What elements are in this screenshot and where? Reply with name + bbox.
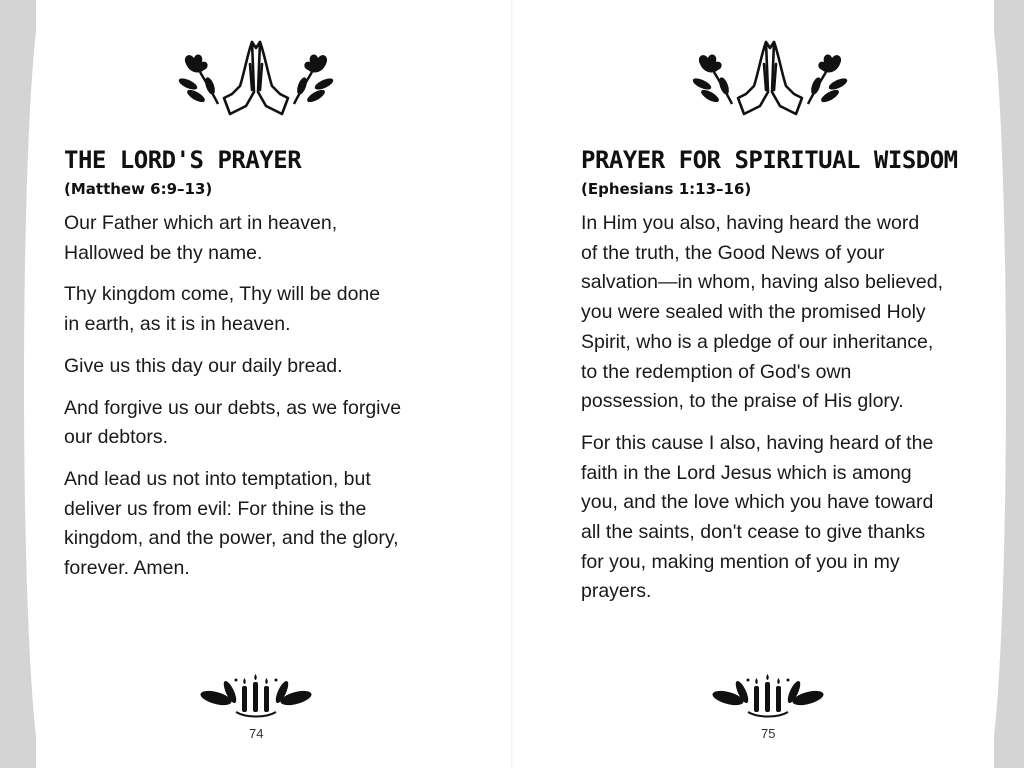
text-line: Give us this day our daily bread. (64, 354, 343, 377)
page-number: 75 (761, 726, 776, 741)
prayer-paragraph (581, 429, 981, 607)
text-line: deliver us from evil: For thine is the (64, 497, 367, 520)
scripture-reference: (Matthew 6:9–13) (64, 180, 213, 198)
text-line: you were sealed with the promised Holy (581, 301, 926, 324)
text-line: faith in the Lord Jesus which is among (581, 461, 912, 484)
prayer-paragraph (581, 209, 981, 417)
text-line: our debtors. (64, 426, 169, 449)
text-line: Our Father which art in heaven, (64, 212, 338, 234)
prayer-paragraph (64, 280, 464, 339)
text-line: possession, to the praise of His glory. (581, 390, 904, 413)
text-line: in earth, as it is in heaven. (64, 313, 291, 336)
candles-with-leaves-icon (196, 672, 316, 722)
text-line: Spirit, who is a pledge of our inheritance, (581, 330, 934, 353)
text-line: prayers. (581, 580, 652, 603)
text-line: Thy kingdom come, Thy will be done (64, 283, 381, 306)
text-line: salvation—in whom, having also believed, (581, 271, 944, 294)
text-line: all the saints, don't cease to give thanks (581, 521, 926, 544)
prayer-paragraph (64, 209, 464, 268)
book-edge-left (0, 0, 40, 768)
praying-hands-with-flowers-icon (166, 34, 346, 124)
page-title: THE LORD'S PRAYER (64, 146, 302, 174)
page-title: PRAYER FOR SPIRITUAL WISDOM (581, 146, 958, 174)
text-line: And forgive us our debts, as we forgive (64, 396, 402, 419)
candles-with-leaves-icon (708, 672, 828, 722)
prayer-text (64, 209, 464, 596)
text-line: forever. Amen. (64, 557, 190, 580)
text-line: you, and the love which you have toward (581, 491, 934, 514)
scripture-reference: (Ephesians 1:13–16) (581, 180, 752, 198)
text-line: for you, making mention of you in my (581, 550, 900, 573)
praying-hands-with-flowers-icon (680, 34, 860, 124)
text-line: And lead us not into temptation, but (64, 467, 371, 490)
prayer-paragraph (64, 352, 464, 382)
book-gutter (511, 0, 513, 768)
prayer-paragraph (64, 465, 464, 584)
text-line: to the redemption of God's own (581, 360, 852, 383)
prayer-paragraph (64, 394, 464, 453)
prayer-text (581, 209, 981, 619)
book-edge-right (990, 0, 1024, 768)
text-line: Hallowed be thy name. (64, 241, 263, 264)
text-line: For this cause I also, having heard of the (581, 431, 934, 454)
page-number: 74 (249, 726, 264, 741)
text-line: kingdom, and the power, and the glory, (64, 527, 399, 550)
text-line: of the truth, the Good News of your (581, 241, 885, 264)
text-line: In Him you also, having heard the word (581, 212, 920, 234)
